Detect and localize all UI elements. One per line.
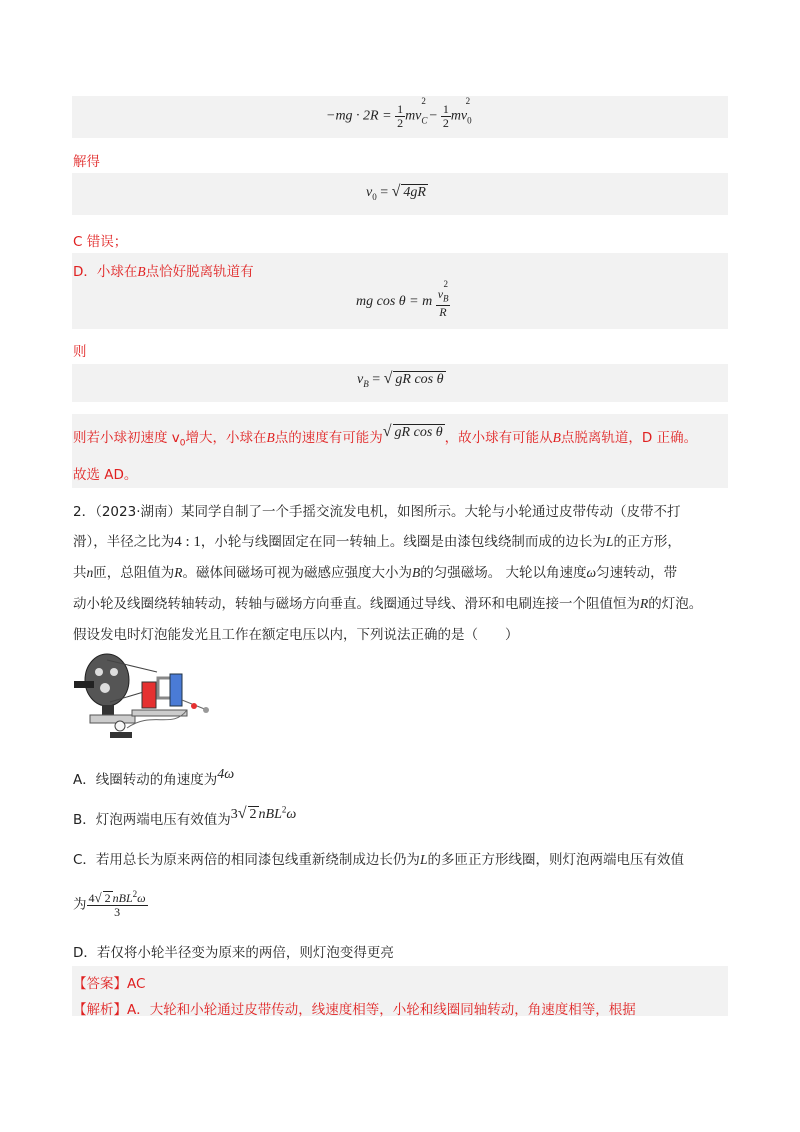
q2-line-4: 动小轮及线圈绕转轴转动，转轴与磁场方向垂直。线圈通过导线、滑环和电刷连接一个阻值恒为R的灯泡。 [73,596,703,612]
q2-line-1: 2．（2023·湖南）某同学自制了一个手摇交流发电机，如图所示。大轮与小轮通过皮带传动（皮带不打 [73,504,681,520]
option-c-line-2: 为 $\frac{4√ 2 nBL^2\omega}{3}$ [73,889,146,919]
choose-text: 故选 AD。 [73,467,138,483]
ze-label: 则 [73,344,87,360]
q2-line-2: 滑），半径之比为4 : 1，小轮与线圈固定在同一转轴上。线圈是由漆包线绕制而成的边长为L的正方形， [73,534,681,550]
vb-equation: $v_B$ = √ gR cos θ [357,370,444,389]
answer-text: 【答案】AC [73,976,146,992]
option-a: A．线圈转动的角速度为4ω [73,767,235,788]
generator-illustration [72,650,212,745]
d-intro-text: D．小球在B点恰好脱离轨道有 [73,264,254,280]
q2-line-3: 共n匝，总阻值为R。磁体间磁场可视为磁感应强度大小为B的匀强磁场。 大轮以角速度ω匀速转动，带 [73,565,678,581]
d-conclusion-text: 则若小球初速度 $v_0$增大，小球在B点的速度有可能为√ gR cos θ ，故小球有可能从B点脱离轨道，D 正确。 [73,423,698,449]
option-d: D．若仅将小轮半径变为原来的两倍，则灯泡变得更亮 [73,945,394,961]
centripetal-equation: mg cos θ = m $\frac{v_B^2}{R}$ [356,279,449,320]
energy-equation: −mg · 2R = $\frac{1}{2}$ $mv_C^2$ − $\frac{1}{2}$ $mv_0^2$ [326,96,472,130]
analysis-text: 【解析】A．大轮和小轮通过皮带传动，线速度相等，小轮和线圈同轴转动，角速度相等，根据 [73,1002,636,1018]
q2-line-5: 假设发电时灯泡能发光且工作在额定电压以内，下列说法正确的是（ ） [73,627,519,643]
c-wrong-text: C 错误； [73,234,128,250]
option-c-line-1: C．若用总长为原来两倍的相同漆包线重新绕制成边长仍为L的多匝正方形线圈，则灯泡两端电压有效值 [73,852,684,868]
jiede-label: 解得 [73,154,100,170]
option-b: B．灯泡两端电压有效值为3√ 2 nBL$^2$ω [73,804,297,828]
v0-equation: $v_0$ = √ 4gR [366,183,426,202]
